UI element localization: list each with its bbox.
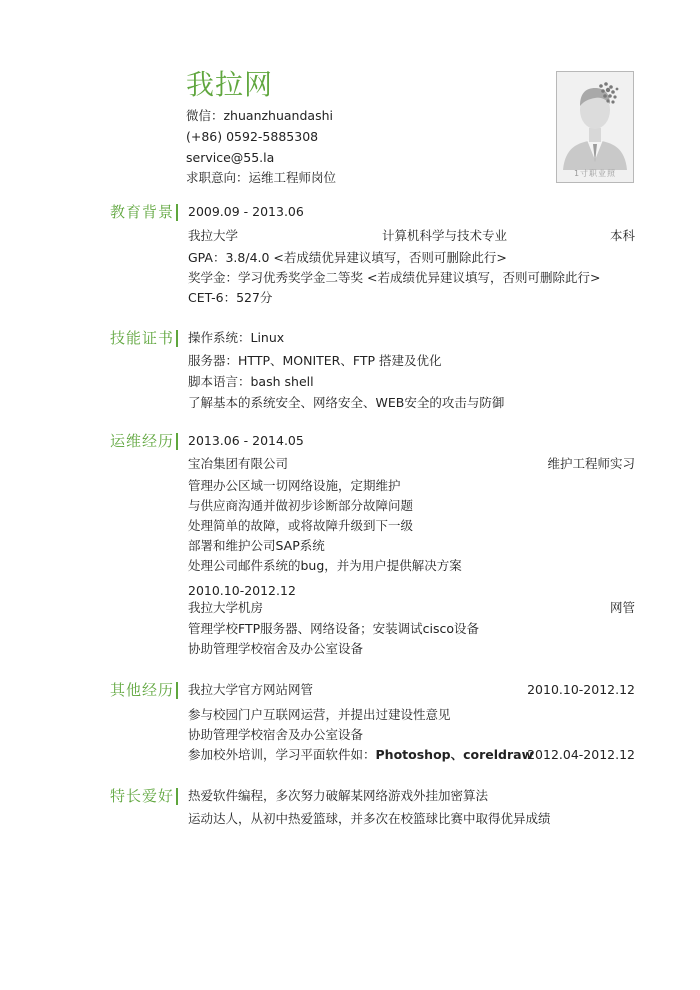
training-software: Photoshop、coreldraw [375, 747, 534, 762]
education-scholarship: 奖学金：学习优秀奖学金二等奖 <若成绩优异建议填写，否则可删除此行> [188, 270, 601, 285]
education-period: 2009.09 - 2013.06 [188, 204, 304, 219]
skill-item: 脚本语言：bash shell [188, 374, 314, 389]
other-entry-name: 我拉大学官方网站网管 [188, 682, 314, 697]
skill-item: 服务器：HTTP、MONITER、FTP 搭建及优化 [188, 353, 442, 368]
skill-item: 操作系统：Linux [188, 330, 285, 345]
hobby-item: 运动达人，从初中热爱篮球，并多次在校篮球比赛中取得优异成绩 [188, 811, 551, 826]
section-divider [176, 682, 178, 699]
education-school: 我拉大学 [188, 228, 239, 243]
other-entry-period: 2010.10-2012.12 [527, 682, 635, 697]
section-divider [176, 204, 178, 221]
email-line: service@55.la [186, 150, 275, 165]
job-role: 维护工程师实习 [547, 456, 635, 471]
job-company: 我拉大学机房 [188, 600, 264, 615]
job-duty: 部署和维护公司SAP系统 [188, 538, 325, 553]
education-gpa: GPA：3.8/4.0 <若成绩优异建议填写，否则可删除此行> [188, 250, 507, 265]
education-major: 计算机科学与技术专业 [382, 228, 508, 243]
job-period: 2013.06 - 2014.05 [188, 433, 304, 448]
photo-caption: 1寸职业照 [573, 169, 617, 178]
education-cet: CET-6：527分 [188, 290, 273, 305]
job-role: 网管 [609, 600, 635, 615]
hobby-item: 热爱软件编程，多次努力破解某网络游戏外挂加密算法 [188, 788, 489, 803]
section-title-skills: 技能证书 [110, 329, 175, 347]
objective-line: 求职意向：运维工程师岗位 [186, 170, 337, 185]
job-duty: 协助管理学校宿舍及办公室设备 [188, 641, 364, 656]
other-entry-item: 协助管理学校宿舍及办公室设备 [188, 727, 364, 742]
job-duty: 管理办公区域一切网络设施，定期维护 [188, 478, 401, 493]
other-entry-training [188, 746, 533, 764]
section-divider [176, 433, 178, 450]
wechat-line: 微信：zhuanzhuandashi [186, 108, 333, 123]
job-duty: 管理学校FTP服务器、网络设备；安装调试cisco设备 [188, 621, 480, 636]
section-divider [176, 330, 178, 347]
other-entry-item: 参与校园门户互联网运营，并提出过建设性意见 [188, 707, 451, 722]
job-company: 宝冶集团有限公司 [188, 456, 289, 471]
education-degree: 本科 [609, 228, 635, 243]
job-duty: 处理公司邮件系统的bug，并为用户提供解决方案 [188, 558, 462, 573]
job-period: 2010.10-2012.12 [188, 583, 296, 598]
person-silhouette-icon [557, 72, 633, 182]
job-duty: 与供应商沟通并做初步诊断部分故障问题 [188, 498, 414, 513]
skill-item: 了解基本的系统安全、网络安全、WEB安全的攻击与防御 [188, 395, 505, 410]
section-divider [176, 788, 178, 805]
phone-line: (+86) 0592-5885308 [186, 129, 319, 144]
profile-photo [556, 71, 634, 183]
job-duty: 处理简单的故障，或将故障升级到下一级 [188, 518, 414, 533]
section-title-experience: 运维经历 [110, 432, 175, 450]
resume-name: 我拉网 [186, 68, 274, 101]
training-text: 参加校外培训，学习平面软件如： [188, 747, 376, 762]
section-title-education: 教育背景 [110, 203, 175, 221]
other-entry-period: 2012.04-2012.12 [527, 747, 635, 762]
section-title-hobbies: 特长爱好 [110, 787, 175, 805]
section-title-other: 其他经历 [110, 681, 175, 699]
